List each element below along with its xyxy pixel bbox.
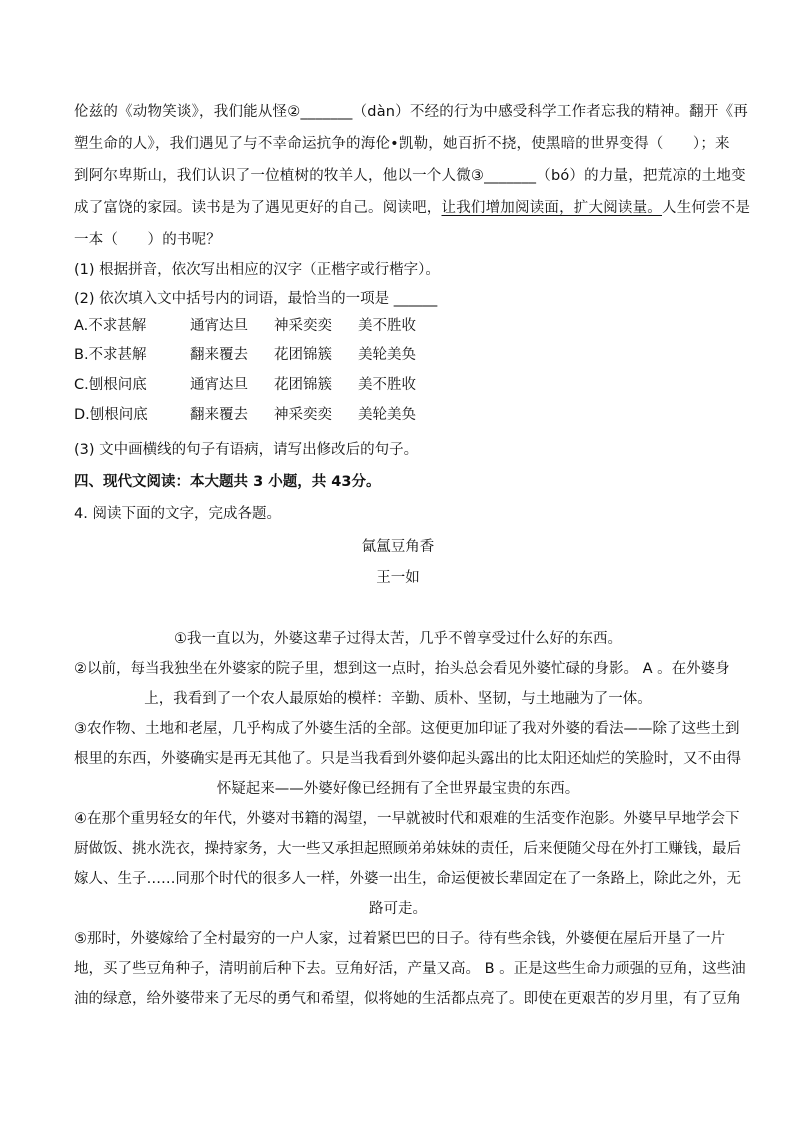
paragraph-3: ③农作物、土地和老屋，几乎构成了外婆生活的全部。这便更加印证了我对外婆的看法——除了这些土到 [74,721,740,737]
article-title: 氤氲豆角香 [361,539,435,555]
section-heading: 四、现代文阅读：本大题共 3 小题，共 43分。 [74,474,381,490]
question-3: (3) 文中画横线的句子有语病，请写出修改后的句子。 [74,442,419,458]
passage-line: 成了富饶的家园。读书是为了遇见更好的自己。阅读吧，让我们增加阅读面，扩大阅读量。人生何尝不是 [74,200,751,216]
question-1: (1) 根据拼音，依次写出相应的汉字（正楷字或行楷字）。 [74,262,440,278]
article-body [74,624,746,1014]
paragraph-4: 厨做饭、挑水洗衣，操持家务，大一些又承担起照顾弟弟妹妹的责任，后来便随父母在外打工赚钱，最后 [74,841,741,857]
document-page: 伦兹的《动物笑谈》，我们能从怪②_______（dàn）不经的行为中感受科学工作者忘我的精神。翻开《再 塑生命的人》，我们遇见了与不幸命运抗争的海伦•凯勒，她百折不挠，使黑暗的世界变得（ ）；来 到阿尔卑斯山，我们认识了一位植树的牧羊人，他以一个人微③_______（bó）的力量，把荒凉的土地变 成了富饶的家园。读书是为了遇见更好的自己。阅读吧，让我们增加阅读面，扩大阅读量。人生何尝不是 一本（ ）的书呢？ (1) 根据拼音，依次写出相应的汉字（正楷字或行楷字）。 (2) 依次填入文中括号内的词语，最恰当的一项是 ______ A.不求甚解 通宵达旦 神采奕奕 美不胜收 B.不求甚解 翻来覆去 花团锦簇 美轮美奂 C.刨根问底 通宵达旦 花团锦簇 美不胜收 D.刨根问底 翻来覆去 神采奕奕 美轮美奂 (3) 文中画横线的句子有语病，请写出修改后的句子。 四、现代文阅读：本大题共 3 小题，共 43分。 4. 阅读下面的文字，完成各题。 氤氲豆角香 王一如 ①我一直以为，外婆这辈子过得太苦，几乎不曾享受过什么好的东西。 ②以前，每当我独坐在外婆家的院子里，想到这一点时，抬头总会看见外婆忙碌的身影。 A 。在外婆身 上，我看到了一个农人最原始的模样：辛勤、质朴、坚韧，与土地融为了一体。 ③农作物、土地和老屋，几乎构成了外婆生活的全部。这便更加印证了我对外婆的看法——除了这些土到 根里的东西，外婆确实是再无其他了。只是当我看到外婆仰起头露出的比太阳还灿烂的笑脸时，又不由得 怀疑起来——外婆好像已经拥有了全世界最宝贵的东西。 ④在那个重男轻女的年代，外婆对书籍的渴望，一早就被时代和艰难的生活变作泡影。外婆早早地学会下 厨做饭、挑水洗衣，操持家务，大一些又承担起照顾弟弟妹妹的责任，后来便随父母在外打工赚钱，最后 嫁人、生子……同那个时代的很多人一样，外婆一出生，命运便被长辈固定在了一条路上，除此之外，无 路可走。 ⑤那时，外婆嫁给了全村最穷的一户人家，过着紧巴巴的日子。待有些余钱，外婆便在屋后开垦了一片 地，买了些豆角种子，清明前后种下去。豆角好活，产量又高。 B 。正是这些生命力顽强的豆角，这些油 油的绿意，给外婆带来了无尽的勇气和希望，似将她的生活都点亮了。即使在更艰苦的岁月里，有了豆角 [0,0,794,1123]
paragraph-1: ①我一直以为，外婆这辈子过得太苦，几乎不曾享受过什么好的东西。 [174,631,622,647]
underlined-sentence: 让我们增加阅读面，扩大阅读量。 [441,200,662,216]
paragraph-4: 路可走。 [369,901,427,917]
paragraph-5: ⑤那时，外婆嫁给了全村最穷的一户人家，过着紧巴巴的日子。待有些余钱，外婆便在屋后开垦了一片 [74,931,725,947]
paragraph-4: 嫁人、生子……同那个时代的很多人一样，外婆一出生，命运便被长辈固定在了一条路上，除此之外，无 [74,871,741,887]
paragraph-2: ②以前，每当我独坐在外婆家的院子里，想到这一点时，抬头总会看见外婆忙碌的身影。 A 。在外婆身 [74,661,730,677]
question-2: (2) 依次填入文中括号内的词语，最恰当的一项是 ______ [74,291,438,307]
paragraph-3: 根里的东西，外婆确实是再无其他了。只是当我看到外婆仰起头露出的比太阳还灿烂的笑脸时，又不由得 [74,751,741,767]
paragraph-5: 地，买了些豆角种子，清明前后种下去。豆角好活，产量又高。 B 。正是这些生命力顽强的豆角，这些油 [74,961,746,977]
article-author: 王一如 [376,570,420,586]
passage-line: 一本（ ）的书呢？ [74,232,221,248]
paragraph-4: ④在那个重男轻女的年代，外婆对书籍的渴望，一早就被时代和艰难的生活变作泡影。外婆早早地学会下 [74,811,740,827]
passage-line: 塑生命的人》，我们遇见了与不幸命运抗争的海伦•凯勒，她百折不挠，使黑暗的世界变得（ ）；来 [74,136,730,152]
paragraph-2: 上，我看到了一个农人最原始的模样：辛勤、质朴、坚韧，与土地融为了一体。 [144,691,652,707]
paragraph-3: 怀疑起来——外婆好像已经拥有了全世界最宝贵的东西。 [216,781,580,797]
instruction: 4. 阅读下面的文字，完成各题。 [74,506,281,522]
passage-line: 到阿尔卑斯山，我们认识了一位植树的牧羊人，他以一个人微③_______（bó）的力量，把荒凉的土地变 [74,168,746,184]
passage-line: 伦兹的《动物笑谈》，我们能从怪②_______（dàn）不经的行为中感受科学工作者忘我的精神。翻开《再 [74,104,748,120]
paragraph-5: 油的绿意，给外婆带来了无尽的勇气和希望，似将她的生活都点亮了。即使在更艰苦的岁月里，有了豆角 [74,991,741,1007]
passage [74,96,751,256]
